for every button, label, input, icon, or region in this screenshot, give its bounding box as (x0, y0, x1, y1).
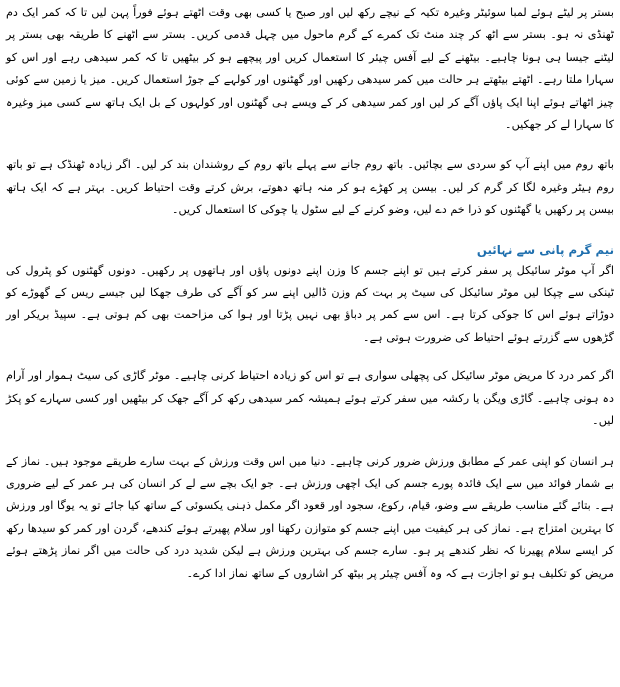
paragraph-passenger-travel: اگر کمر درد کا مریض موٹر سائیکل کی پچھلی سواری ہے تو اس کو زیادہ احتیاط کرنی چاہیے۔ موٹر گاڑی کی سیٹ ہموار اور آرام دہ ہونی چاہیے۔ گاڑی ویگن یا رکشہ میں سفر کرتے ہوئے ہمیشہ کمر سیدھی رکھ کر آگے جھک کر بیٹھیں اور کسی سہارے کو پکڑ لیں۔ (6, 369, 614, 428)
section-heading: نیم گرم پانی سے نہائیں (476, 242, 614, 257)
article-page (6, 2, 614, 685)
paragraph-bed-and-posture: بستر پر لیٹے ہوئے لمبا سوئیٹر وغیرہ تکیہ کے نیچے رکھ لیں اور صبح یا کسی بھی وقت اٹھتے ہوئے فوراً پہن لیں تا کہ کمر ایک دم ٹھنڈی نہ ہو۔ بستر سے اٹھ کر چند منٹ تک کمرے کے گرم ماحول میں چہل قدمی کریں۔ بستر سے اٹھنے کا طریقہ بھی بستر پر لیٹنے جیسا ہی ہونا چاہیے۔ بیٹھنے کے لیے آفس چیئر کا استعمال کریں اور پیچھے ہو کر بیٹھیں تا کہ کمر سیدھی رہے اور اس کو سہارا ملتا رہے۔ اٹھتے بیٹھتے ہر حالت میں کمر سیدھی رکھیں اور گھٹنوں اور کولہے کے جوڑ استعمال کریں۔ میز یا زمین سے کوئی چیز اٹھاتے ہوئے اپنا ایک پاؤں آگے کر لیں اور کمر سیدھی کر کے ویسے ہی گھٹنوں اور کولہوں کے بل ایک ہاتھ سے کسی میز وغیرہ کا سہارا لے کر جھکیں۔ (6, 6, 614, 132)
paragraph-motorcycle: اگر آپ موٹر سائیکل پر سفر کرتے ہیں تو اپنے جسم کا وزن اپنے دونوں پاؤں اور ہاتھوں پر رکھیں۔ دونوں گھٹنوں کو پٹرول کی ٹینکی سے چپکا لیں موٹر سائیکل کی سیٹ پر بہت کم وزن ڈالیں اپنے سر کو آگے کی طرف جھکا لیں جیسے ریس کے گھوڑے کو دوڑاتے ہوئے اس کا جوکی کرتا ہے۔ اس سے کمر پر دباؤ بھی نہیں پڑتا اور ہوا کی مزاحمت بھی کم ہوتی ہے۔ سپیڈ بریکر اور گڑھوں سے گزرتے ہوئے احتیاط کی ضرورت ہوتی ہے۔ (6, 263, 614, 344)
paragraph-exercise-prayer: ہر انسان کو اپنی عمر کے مطابق ورزش ضرور کرنی چاہیے۔ دنیا میں اس وقت ورزش کے بہت سارے طریقے موجود ہیں۔ نماز کے بے شمار فوائد میں سے ایک فائدہ پورے جسم کی ایک اچھی ورزش ہے۔ جو ایک بچے سے لے کر انسان کی ہر عمر کے لیے ضروری ہے۔ بتائے گئے مناسب طریقے سے وضو، قیام، رکوع، سجود اور قعود اگر مکمل ذہنی یکسوئی کے ساتھ کیا جائے تو یہ یوگا اور ورزش کا بہترین امتزاج ہے۔ نماز کی ہر کیفیت میں اپنے جسم کو متوازن رکھنا اور سلام پھیرتے ہوئے کندھے، گردن اور کمر کو سیدھا رکھ کر ایسے سلام پھیرنا کہ نظر کندھے پر ہو۔ سارے جسم کی بہترین ورزش ہے لیکن شدید درد کی حالت میں اگر نماز پڑھتے ہوئے مریض کو تکلیف ہو تو اجازت ہے کہ وہ آفس چیئر پر بیٹھ کر اشاروں کے ساتھ نماز ادا کرے۔ (6, 454, 614, 580)
paragraph-bathroom: باتھ روم میں اپنے آپ کو سردی سے بچائیں۔ باتھ روم جانے سے پہلے باتھ روم کے روشندان بند کر لیں۔ اگر زیادہ ٹھنڈک ہے تو باتھ روم ہیٹر وغیرہ لگا کر گرم کر لیں۔ بیسن پر کھڑے ہو کر منہ ہاتھ دھوتے، برش کرتے وقت احتیاط کریں۔ بہتر ہے کہ ایک ہاتھ بیسن پر رکھیں یا گھٹنوں کو ذرا خم دے لیں، وضو کرنے کے لیے سٹول یا چوکی کا استعمال کریں۔ (6, 158, 614, 217)
